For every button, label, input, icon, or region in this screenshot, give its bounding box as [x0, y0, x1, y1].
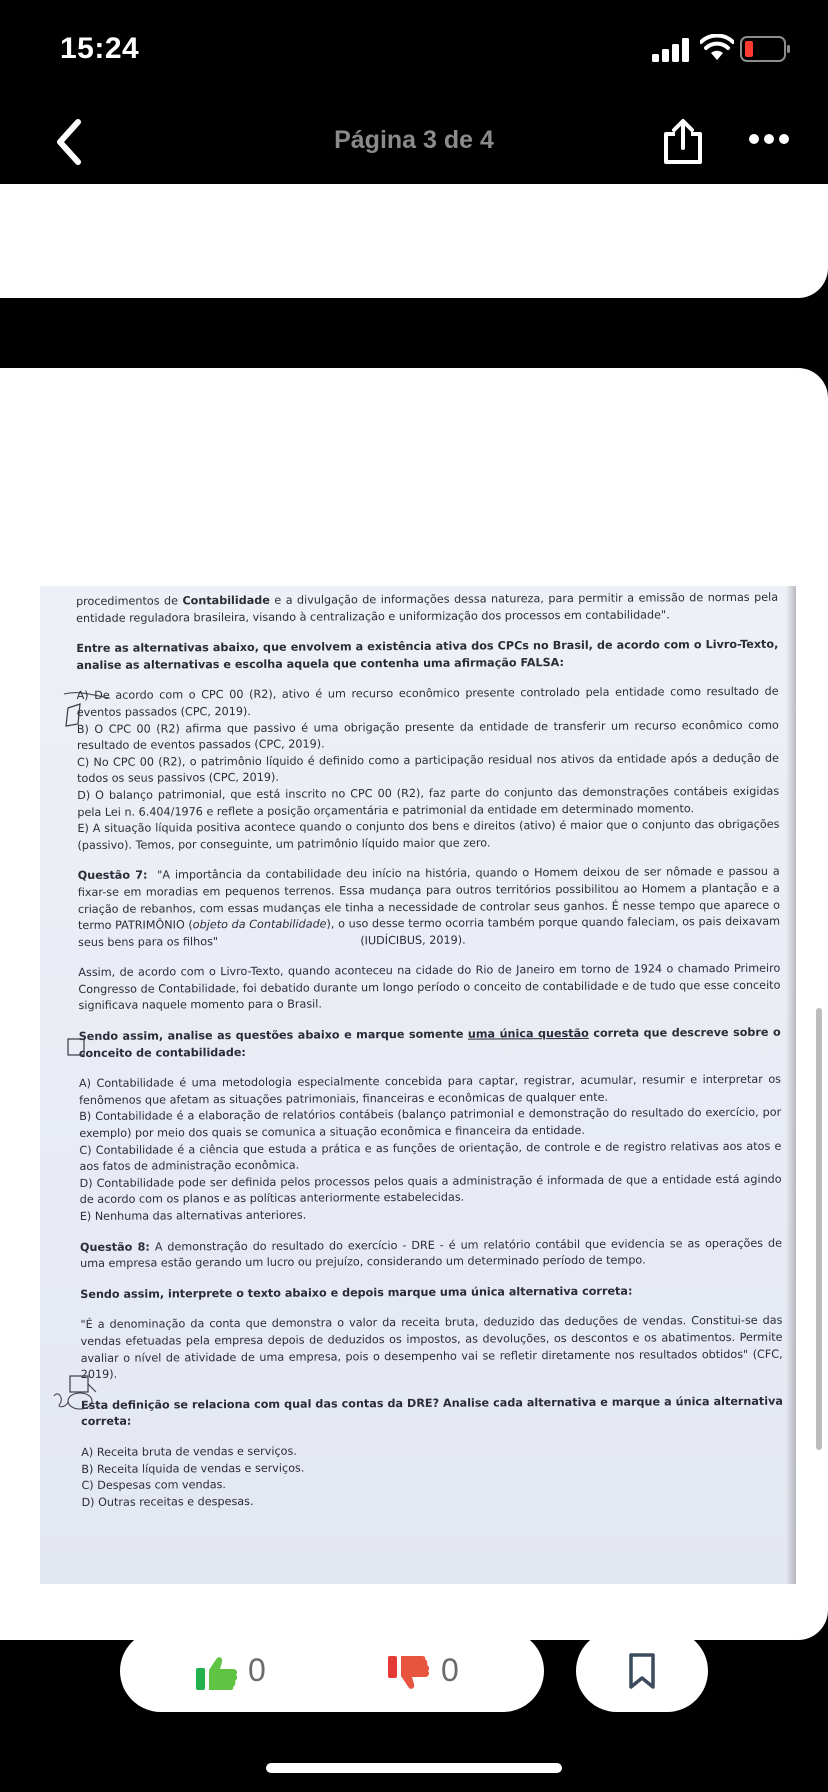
- q7-statement: Questão 7: "A importância da contabilidade deu início na história, quando o Homem deixou de ser nômade e passou a fixar-se em moradias em pequenos terrenos. Essa mudança para outros territórios possibilitou ao Homem a plantação e a criação de rebanhos, com essas mudanças ele tinha a necessidade de controlar seus ganhos. É nesse tempo que aparece o termo PATRIMÔNIO (objeto da Contabilidade), o uso desse termo ocorria também porque quando faleciam, os pais deixavam seus bens para os filhos" (IUDÍCIBUS, 2019).: [77, 865, 781, 949]
- more-options-icon[interactable]: [748, 132, 790, 146]
- q7-option-a: A) Contabilidade é uma metodologia especialmente concebida para captar, registrar, acumular, resumir e interpretar os fenômenos que afetam as situações patrimoniais, financeiras e econômicas de qualquer ente.: [78, 1072, 782, 1107]
- thumbs-down-icon[interactable]: [388, 1656, 430, 1690]
- q6-option-b: B) O CPC 00 (R2) afirma que passivo é uma obrigação presente da entidade de transferir um recurso econômico como resultado de eventos passados (CPC, 2019).: [76, 718, 779, 753]
- battery-low-icon: [740, 36, 790, 62]
- cellular-signal-icon: [652, 38, 692, 62]
- upvote-count: 0: [248, 1652, 266, 1688]
- q8-option-b: B) Receita líquida de vendas e serviços.: [81, 1461, 305, 1476]
- document-photo: [40, 586, 796, 1584]
- status-time: 15:24: [60, 32, 140, 65]
- q8-statement: Questão 8: A demonstração do resultado do exercício - DRE - é um relatório contábil que evidencia se as operações de uma empresa estão gerando um lucro ou prejuízo, considerando um determinado período de tempo.: [79, 1236, 783, 1271]
- q7-option-d: D) Contabilidade pode ser definida pelos processos pelos quais a administração é informada de que a entidade está agindo de acordo com os planos e as políticas anteriormente estabelecidas.: [79, 1172, 782, 1207]
- q7-context: Assim, de acordo com o Livro-Texto, quando aconteceu na cidade do Rio de Janeiro em torno de 1924 o chamado Primeiro Congresso de Contabilidade, foi debatido durante um longo período o conceito de contabilidade e de tudo que esse conceito significava naquele momento para o Brasil.: [78, 961, 781, 1013]
- q8-question: Esta definição se relaciona com qual das contas da DRE? Analise cada alternativa e marque a única alternativa correta:: [80, 1394, 783, 1429]
- status-bar: [0, 0, 828, 100]
- q8-option-d: D) Outras receitas e despesas.: [81, 1494, 254, 1509]
- q6-option-c: C) No CPC 00 (R2), o patrimônio líquido é definido como a participação residual nos ativos da entidade após a dedução de todos os seus passivos (CPC, 2019).: [76, 751, 780, 786]
- previous-page-panel: [0, 184, 828, 298]
- page-title: Página 3 de 4: [334, 126, 494, 154]
- intro-paragraph: procedimentos de Contabilidade e a divulgação de informações dessa natureza, para permitir a emissão de normas pela entidade reguladora brasileira, visando à centralização e uniformização dos processos em contabilidade".: [76, 590, 779, 625]
- q7-option-e: E) Nenhuma das alternativas anteriores.: [79, 1208, 307, 1223]
- downvote-count: 0: [441, 1652, 459, 1688]
- share-icon[interactable]: [660, 118, 706, 166]
- q6-option-d: D) O balanço patrimonial, que está inscrito no CPC 00 (R2), faz parte do conjunto das demonstrações contábeis exigidas pela Lei n. 6.404/1976 e reflete a posição orçamentária e patrimonial da entidade em determinado momento.: [77, 784, 780, 819]
- q8-option-a: A) Receita bruta de vendas e serviços.: [81, 1444, 297, 1459]
- q7-option-b: B) Contabilidade é a elaboração de relatórios contábeis (balanço patrimonial e demonstração do resultado do exercício, por exemplo) por meio dos quais se comunica a situação econômica e financeira da entidade.: [79, 1106, 782, 1141]
- vote-bar: [120, 1630, 544, 1712]
- q7-citation: (IUDÍCIBUS, 2019).: [360, 933, 466, 947]
- scrollbar[interactable]: [816, 1008, 822, 1450]
- q8-option-c: C) Despesas com vendas.: [81, 1478, 226, 1493]
- q7-prompt: Sendo assim, analise as questões abaixo e marque somente uma única questão correta que descreve sobre o conceito de contabilidade:: [78, 1025, 781, 1060]
- q6-prompt: Entre as alternativas abaixo, que envolvem a existência ativa dos CPCs no Brasil, de acordo com o Livro-Texto, analise as alternativas e escolha aquela que contenha uma afirmação FALSA:: [76, 637, 779, 672]
- q7-option-c: C) Contabilidade é a ciência que estuda a prática e as funções de orientação, de controle e de registro relativas aos atos e aos fatos de administração econômica.: [79, 1139, 782, 1174]
- q6-option-a: A) De acordo com o CPC 00 (R2), ativo é um recurso econômico presente controlado pela entidade como resultado de eventos passados (CPC, 2019).: [76, 685, 779, 719]
- q8-prompt: Sendo assim, interprete o texto abaixo e depois marque uma única alternativa correta:: [80, 1284, 633, 1301]
- thumbs-up-icon[interactable]: [196, 1656, 238, 1690]
- q8-quote: "É a denominação da conta que demonstra o valor da receita bruta, deduzido das deduções de vendas. Constitui-se das vendas efetuadas pela empresa depois de deduzidos os impostos, as devoluções, os descontos e os abatimentos. Permite avaliar o nível de atividade de uma empresa, pois o desempenho vai se refletir diretamente nos resultados obtidos" (CFC, 2019).: [80, 1314, 783, 1382]
- home-indicator[interactable]: [266, 1763, 562, 1773]
- bookmark-icon[interactable]: [628, 1652, 656, 1690]
- q6-option-e: E) A situação líquida positiva acontece quando o conjunto dos bens e direitos (ativo) é maior que o conjunto das obrigações (passivo). Temos, por conseguinte, um patrimônio líquido maior que zero.: [77, 817, 780, 852]
- handwritten-marks: [40, 586, 796, 1584]
- wifi-icon: [700, 34, 734, 62]
